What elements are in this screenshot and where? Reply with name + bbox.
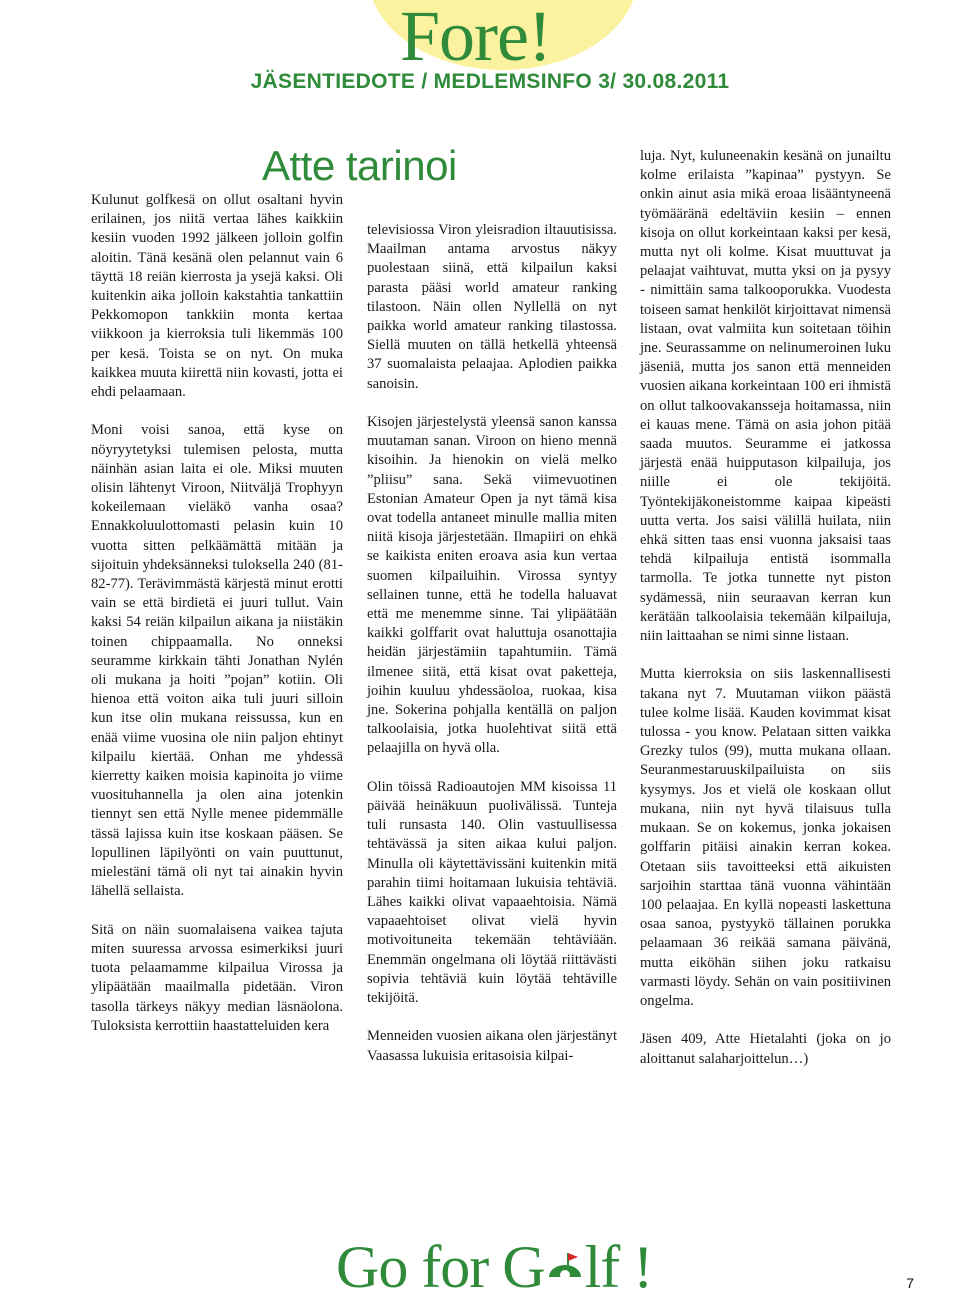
article-title: Atte tarinoi (262, 142, 457, 189)
footer-logo-text-left: Go for G (336, 1234, 545, 1300)
paragraph: Menneiden vuosien aikana olen järjestänyt Vaasassa lukuisia eritasoisia kilpai- (367, 1028, 617, 1064)
paragraph: luja. Nyt, kuluneenakin kesänä on junailtu kolme erilaista ”kapinaa” pystyyn. Se onkin ainut asia mikä eroaa lisääntyneenä työmääränä edeltäviin kesiin – ennen kisoja on ollut korkeintaan kaksi per kesä, mutta nyt oli kolme. Kisat muuttuvat ja pelaajat vaihtuvat, mutta yksi on ja pysyy - nimittäin sama talkooporukka. Vuodesta toiseen samat henkilöt kirjoittavat nimensä listaan, ovat valmiita kun soitetaan töihin jne. Seurassamme on nelinumeroinen luku jäseniä, mutta jos sanon että menneiden vuosien aikana korkeintaan 100 eri ihmistä on ollut talkoovakansseja hoitamassa, niin ei kauas mene. Tämä on asia johon pitää saada muutos. Seuramme ei jatkossa järjestä enää huipputason kilpailuja, jos niille ei ole tekijöitä. Työntekijäkoneistomme kaipaa kipeästi uutta verta. Jos saisi välillä huilata, niin ehkä sitten taas ensi vuonna jaksaisi taas tehdä kilpailuja entistä isommalla tarmolla. Te jotka tunnette nyt piston sydämessä, niin seuraavan kerran kun kerätään talkoolaisia tekemään kilpailuja, niin laittaahan se nimi sinne listaan. (640, 148, 891, 645)
footer-logo-text-right: lf ! (584, 1234, 653, 1300)
masthead-subtitle: JÄSENTIEDOTE / MEDLEMSINFO 3/ 30.08.2011 (250, 70, 730, 93)
page-number: 7 (906, 1275, 914, 1291)
article-column-3 (640, 147, 891, 1069)
paragraph: Sitä on näin suomalaisena vaikea tajuta miten suuressa arvossa esimerkiksi juuri tuota pelaamamme kilpailua Virossa ja ylipäätään maailmalla pidetään. Viron tasolla tärkeys näkyy median läsnäolona. Tuloksista kerrottiin haastatteluiden kera (91, 921, 343, 1034)
paragraph: Jäsen 409, Atte Hietalahti (joka on jo aloittanut salaharjoittelun…) (640, 1031, 891, 1067)
paragraph: Kulunut golfkesä on ollut osaltani hyvin erilainen, jos niitä vertaa lähes kaikkiin kesiin vuoden 1992 jälkeen jolloin golfin aloitin. Tänä kesänä olen pelannut vain 6 täyttä 18 reiän kierrosta ja ysejä kaksi. Oli kuitenkin aika jolloin kakstahtia tankattiin Pekkomopon tankkiin monta kertaa viikkoon ja kierroksia tuli likemmäs 100 per kesä. Toista se on nyt. On muka kaikkea muuta kiirettä niin kovasti, jotta ei ehdi pelaamaan. (91, 192, 343, 401)
paragraph: Kisojen järjestelystä yleensä sanon kanssa muutaman sanan. Viroon on hieno mennä kisoihin. Ja hienokin on vielä melko ”pliisu” sana. Sekä viimevuotinen Estonian Amateur Open ja nyt tämä kisa ovat todella antaneet minulle mallia miten niitä kisoja järjestetään. Ilmapiiri on ehkä se kaikista eniten eroava asia kun vertaa suomen kilpailuihin. Virossa syntyy sellainen tunne, että he todella haluavat että me menemme sinne. Tai ylipäätään kaikki golffarit ovat haluttuja osanottajia heidän järjestämiin tapahtumiin. Tämä ilmenee siitä, että kisat ovat paketteja, joihin kuuluu yhdessäoloa, ruokaa, kisa jne. Sokerina pohjalla kentällä on paljon talkoolaisia, jotka huolehtivat siitä että pelaajilla on hyvä olla. (367, 414, 617, 757)
article-column-2 (367, 221, 617, 1066)
paragraph: Olin töissä Radioautojen MM kisoissa 11 päivää heinäkuun puolivälissä. Tunteja tuli runsasta 140. Olin vastuullisessa tehtävässä ja siten aikaa kului paljon. Minulla oli käytettävissäni kuitenkin mitä parahin tiimi hoitamaan lukuisia tehtäviä. Lähes kaikki olivat vapaaehtoisia. Nämä vapaaehtoiset olivat vielä hyvin motivoituneita tekemään tehtäviään. Enemmän ongelmana oli löytää riittävästi sopivia tehtäviä kuin löytää tehtäville tekijöitä. (367, 778, 617, 1007)
footer-go-for-golf-logo (336, 1234, 652, 1300)
golf-ball-flag-icon (546, 1251, 584, 1289)
paragraph: televisiossa Viron yleisradion iltauutisissa. Maailman antama arvostus näkyy puolestaan siinä, että kilpailun kaksi parasta pääsi world amateur ranking tilastoon. Näin ollen Nyllellä on nyt paikka world amateur ranking tilastossa. Siellä muuten on tällä hetkellä yhteensä 37 suomalaista pelaajaa. Aplodien paikka sanoisin. (367, 222, 617, 392)
article-column-1 (91, 191, 343, 1036)
masthead-logo: Fore! (400, 0, 551, 76)
paragraph: Mutta kierroksia on siis laskennallisesti takana nyt 7. Muutaman viikon päästä tulee kolme lisää. Kauden kovimmat kisat tulossa - you know. Pelataan sitten vaikka Grezky tulos (99), mutta mukana ollaan. Seuranmestaruuskilpailuista on siis kysymys. Jos et vielä ole koskaan ollut mukana, niin nyt hyvä tilaisuus tulla mukaan. Se on kokemus, jonka jokaisen golffarin pitäisi ainakin kerran kokea. Otetaan siis tavoitteeksi että aikuisten sarjoihin starttaa tänä vuonna vähintään 100 pelaajaa. En kyllä nopeasti laskettuna osaa sanoa, pystyykö tällainen porukka pelaamaan 36 reikää samana päivänä, mutta eiköhän siihen joku ratkaisu varmasti löydy. Sehän on vain positiivinen ongelma. (640, 666, 891, 1009)
paragraph: Moni voisi sanoa, että kyse on nöyryytetyksi tulemisen pelosta, mutta näinhän asian laita ei ole. Miksi muuten olisin lähtenyt Viroon, Niitväljä Trophyyn kokeilemaan vieläkö vanha osaa? Ennakkoluulottomasti pelasin kuin 10 vuotta sitten pelkäämättä mitään ja sijoituin yhdeksänneksi tuloksella 240 (81-82-77). Terävimmästä kärjestä minut erotti vain se että birdietä ei juuri tullut. Vain kaksi 54 reiän kilpailun aikana ja niistäkin toinen chippaamalla. No onneksi seuramme kirkkain tähti Jonathan Nylén oli mukana ja hoiti ”pojan” kotiin. Oli hienoa että voiton aika tuli juuri silloin kun itse olin mukana reissussa, kun en enää viime vuosina ole niin paljon ehtinyt kilpailu kiertää. Onhan me yhdessä kierretty kaiken moisia kapinoita jo viime vuosituhannella ja olen aina jotenkin tiennyt sen että Nylle menee pidemmälle tässä lajissa kuin itse koskaan pääsen. Se lopullinen läpilyönti on vain puuttunut, mielestäni tämä oli nyt tai ainakin hyvin lähellä sellaista. (91, 422, 343, 900)
